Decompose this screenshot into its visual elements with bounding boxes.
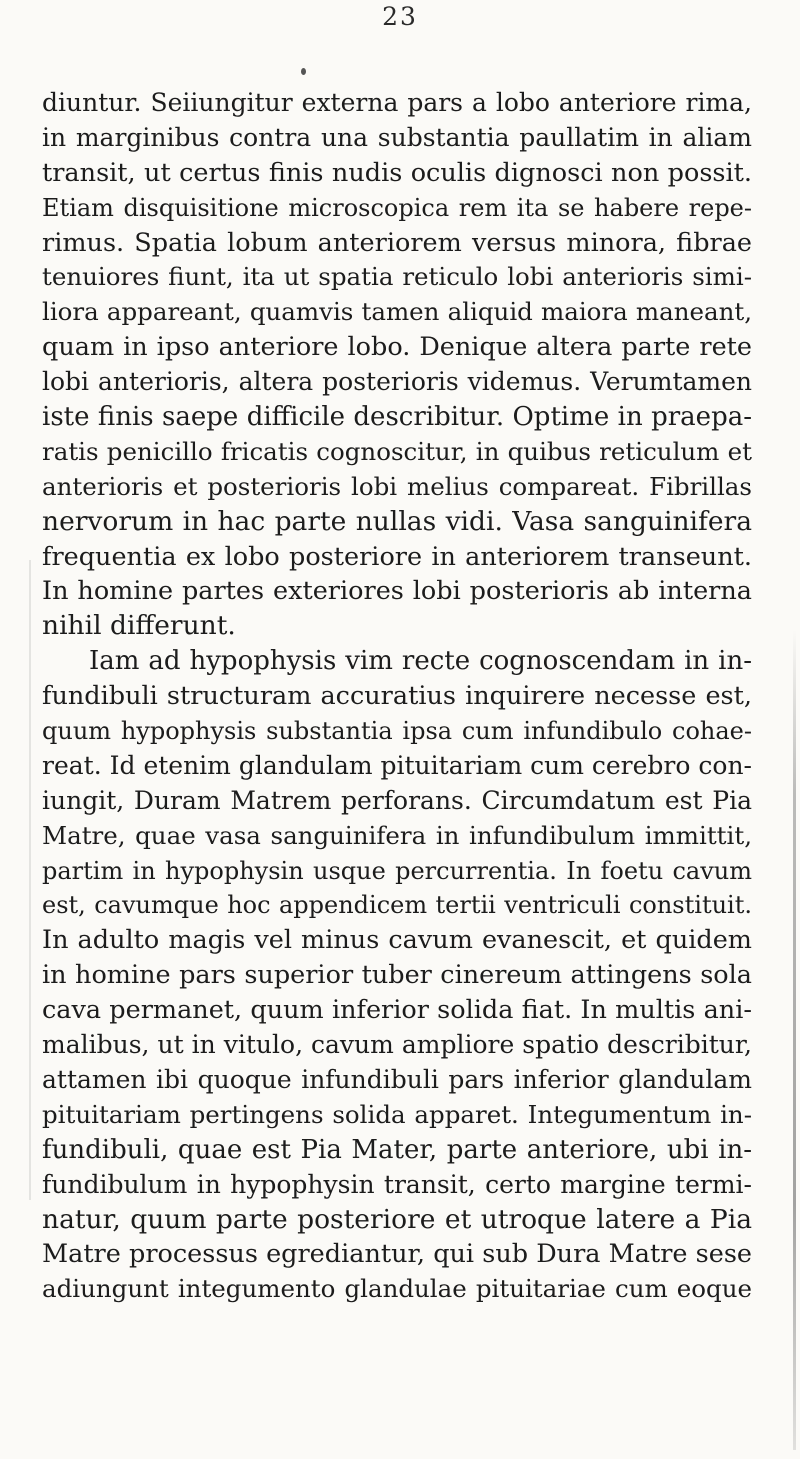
text-line: Matre processus egrediantur, qui sub Dura Matre sese (42, 1239, 752, 1270)
text-line: In homine partes exteriores lobi posterioris ab interna (42, 576, 752, 607)
text-line: iungit, Duram Matrem perforans. Circumdatum est Pia (42, 785, 752, 815)
text-line: ratis penicillo fricatis cognoscitur, in quibus reticulum et (42, 436, 752, 466)
text-line: fundibuli, quae est Pia Mater, parte anteriore, ubi in- (42, 1134, 752, 1165)
text-line: quum hypophysis substantia ipsa cum infundibulo cohae- (42, 717, 752, 746)
text-line: natur, quum parte posteriore et utroque latere a Pia (42, 1203, 752, 1235)
text-line: fundibulum in hypophysin transit, certo margine termi- (42, 1169, 752, 1199)
text-line-indented: Iam ad hypophysis vim recte cognoscendam in in- (89, 646, 752, 677)
text-line: quam in ipso anteriore lobo. Denique altera parte rete (42, 332, 752, 363)
text-line: adiungunt integumento glandulae pituitariae cum eoque (42, 1274, 752, 1304)
text-line: malibus, ut in vitulo, cavum ampliore spatio describitur, (42, 1030, 752, 1060)
text-line: in homine pars superior tuber cinereum attingens sola (42, 960, 752, 991)
text-line: attamen ibi quoque infundibuli pars inferior glandulam (42, 1064, 752, 1094)
text-line: nervorum in hac parte nullas vidi. Vasa sanguinifera (42, 505, 752, 537)
text-line: pituitariam pertingens solida apparet. Integumentum in- (42, 1099, 752, 1129)
text-line: partim in hypophysin usque percurrentia. In foetu cavum (42, 856, 752, 885)
text-line: lobi anterioris, altera posterioris videmus. Verumtamen (42, 367, 752, 397)
text-line: tenuiores fiunt, ita ut spatia reticulo lobi anterioris simi- (42, 262, 752, 292)
text-line: diuntur. Seiiungitur externa pars a lobo anteriore rima, (42, 88, 752, 117)
text-line-last: nihil differunt. (42, 610, 236, 642)
ink-speck (301, 68, 306, 75)
text-line: est, cavumque hoc appendicem tertii ventriculi constituit. (42, 891, 752, 920)
body-text (42, 86, 752, 1307)
text-line: In adulto magis vel minus cavum evanescit, et quidem (42, 925, 752, 956)
text-line: liora appareant, quamvis tamen aliquid maiora maneant, (42, 297, 752, 327)
page-edge-shadow-left (29, 560, 31, 1200)
text-line: transit, ut certus finis nudis oculis dignosci non possit. (42, 157, 752, 188)
page-edge-shadow-right (793, 630, 796, 1450)
text-line: fundibuli structuram accuratius inquirere necesse est, (42, 681, 752, 712)
text-line: cava permanet, quum inferior solida fiat. In multis ani- (42, 995, 752, 1026)
text-line: frequentia ex lobo posteriore in anteriorem transeunt. (42, 541, 752, 572)
paragraph-1 (42, 86, 752, 644)
text-line: reat. Id etenim glandulam pituitariam cum cerebro con- (42, 750, 752, 780)
text-line: Matre, quae vasa sanguinifera in infundibulum immittit, (42, 820, 752, 850)
text-line: anterioris et posterioris lobi melius compareat. Fibrillas (42, 471, 752, 501)
text-line: rimus. Spatia lobum anteriorem versus minora, fibrae (42, 227, 752, 258)
paragraph-2 (42, 644, 752, 1307)
text-line: Etiam disquisitione microscopica rem ita se habere repe- (42, 193, 752, 222)
page-number: 23 (382, 2, 418, 31)
text-line: in marginibus contra una substantia paullatim in aliam (42, 122, 752, 152)
text-line: iste finis saepe difficile describitur. Optime in praepa- (42, 402, 752, 433)
